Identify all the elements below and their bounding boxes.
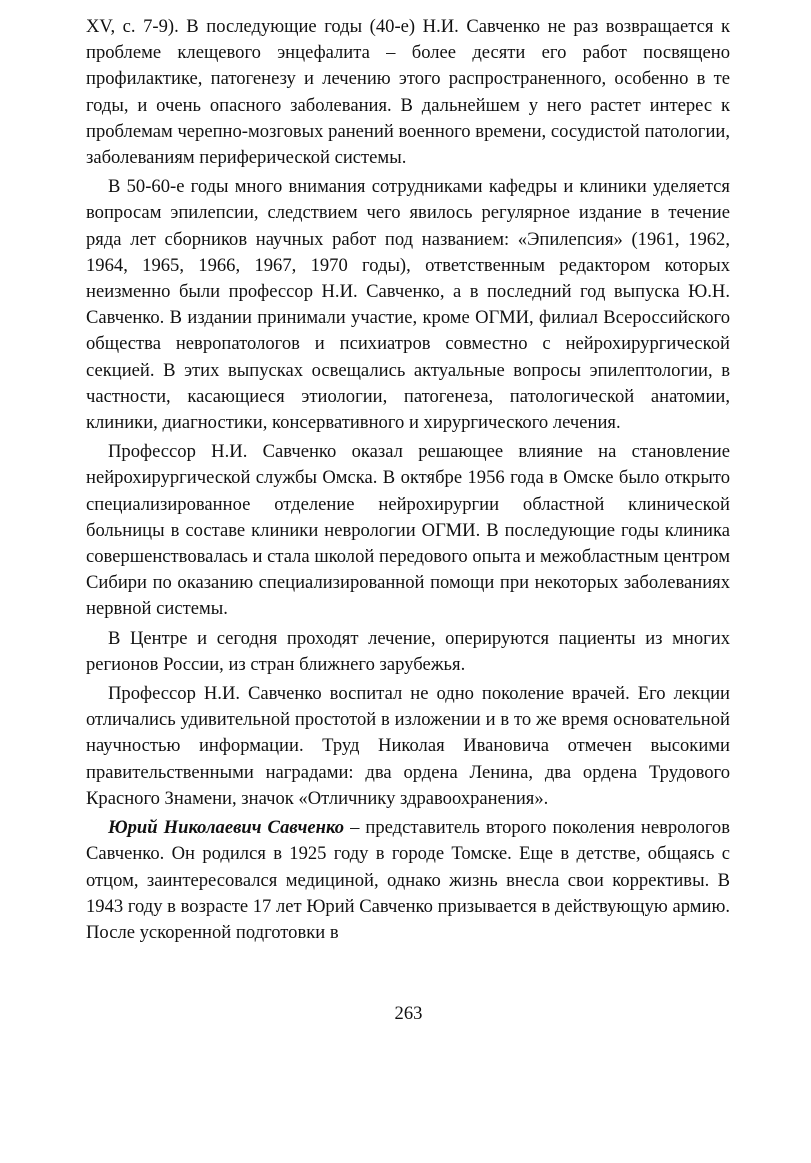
- paragraph-2: В 50-60-е годы много внимания сотрудниками кафедры и клиники уделяется вопросам эпилепсии, следствием чего явилось регулярное издание в течение ряда лет сборников научных работ под названием: «Эпилепсия» (1961, 1962, 1964, 1965, 1966, 1967, 1970 годы), ответственным редактором которых неизменно были профессор Н.И. Савченко, а в последний год выпуска Ю.Н. Савченко. В издании принимали участие, кроме ОГМИ, филиал Всероссийского общества невропатологов и психиатров совместно с нейрохирургической секцией. В этих выпусках освещались актуальные вопросы эпилептологии, в частности, касающиеся этиологии, патогенеза, патологической анатомии, клиники, диагностики, консервативного и хирургического лечения.: [86, 176, 730, 434]
- paragraph-6-text: – представитель второго поколения неврологов Савченко. Он родился в 1925 году в городе Томске. Еще в детстве, общаясь с отцом, заинтересовался медициной, однако жизнь внесла свои коррективы. В 1943 году в возрасте 17 лет Юрий Савченко призывается в действующую армию. После ускоренной подготовки в: [86, 817, 731, 943]
- page-number: 263: [394, 1003, 423, 1024]
- person-name-emphasis: Юрий Николаевич Савченко: [108, 817, 345, 839]
- paragraph-1: XV, с. 7-9). В последующие годы (40-е) Н.И. Савченко не раз возвращается к проблеме клещевого энцефалита – более десяти его работ посвящено профилактике, патогенезу и лечению этого распространенного, особенно в те годы, и очень опасного заболевания. В дальнейшем у него растет интерес к проблемам черепно-мозговых ранений военного времени, сосудистой патологии, заболеваниям периферической системы.: [86, 16, 730, 169]
- paragraph-5: Профессор Н.И. Савченко воспитал не одно поколение врачей. Его лекции отличались удивительной простотой в изложении и в то же время основательной научностью информации. Труд Николая Ивановича отмечен высокими правительственными наградами: два ордена Ленина, два ордена Трудового Красного Знамени, значок «Отличнику здравоохранения».: [86, 683, 730, 809]
- paragraph-6: [86, 815, 730, 946]
- paragraph-3: Профессор Н.И. Савченко оказал решающее влияние на становление нейрохирургической службы Омска. В октябре 1956 года в Омске было открыто специализированное отделение нейрохирургии областной клинической больницы в составе клиники неврологии ОГМИ. В последующие годы клиника совершенствовалась и стала школой передового опыта и межобластным центром Сибири по оказанию специализированной помощи при некоторых заболеваниях нервной системы.: [86, 441, 730, 620]
- paragraph-4: В Центре и сегодня проходят лечение, оперируются пациенты из многих регионов России, из стран ближнего зарубежья.: [86, 627, 730, 675]
- body-text: [86, 14, 730, 946]
